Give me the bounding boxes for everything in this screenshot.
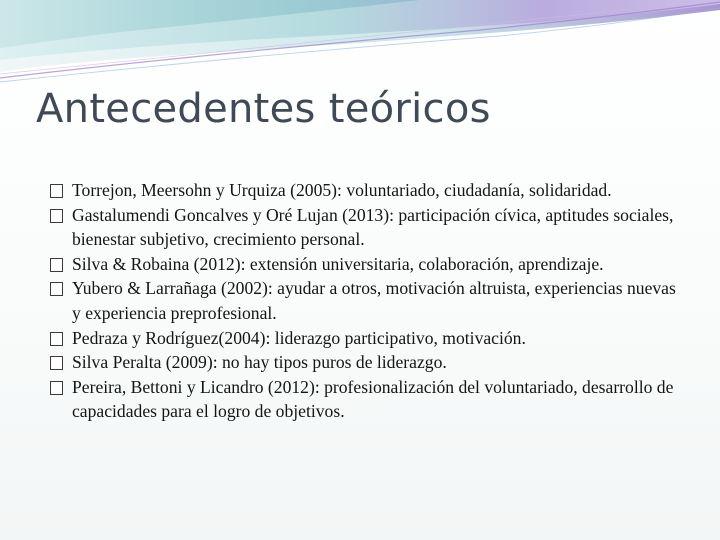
bullet-text: Pedraza y Rodríguez(2004): liderazgo participativo, motivación.	[72, 327, 526, 348]
bullet-box-icon	[50, 381, 63, 395]
list-item	[48, 326, 688, 351]
bullet-box-icon	[50, 282, 63, 296]
list-item	[48, 203, 688, 252]
bullet-box-icon	[50, 258, 63, 272]
list-item	[48, 350, 688, 375]
bullet-box-icon	[50, 332, 63, 346]
bullet-box-icon	[50, 209, 63, 223]
bullet-text: Gastalumendi Goncalves y Oré Lujan (2013): participación cívica, aptitudes sociales, bienestar subjetivo, crecimiento personal.	[72, 204, 674, 250]
list-item	[48, 375, 688, 424]
bullet-text: Yubero & Larrañaga (2002): ayudar a otros, motivación altruista, experiencias nuevas y experiencia preprofesional.	[72, 278, 676, 323]
bullet-text: Silva Peralta (2009): no hay tipos puros de liderazgo.	[72, 352, 447, 373]
slide-title: Antecedentes teóricos	[36, 86, 491, 132]
bullet-box-icon	[50, 356, 63, 370]
bullet-text: Pereira, Bettoni y Licandro (2012): profesionalización del voluntariado, desarrollo de capacidades para el logro de objetivos.	[72, 376, 674, 422]
list-item	[48, 276, 688, 325]
bullet-text: Torrejon, Meersohn y Urquiza (2005): voluntariado, ciudadanía, solidaridad.	[72, 180, 612, 200]
bullet-box-icon	[50, 184, 63, 198]
bullet-list	[48, 178, 688, 424]
header-wave-decoration	[0, 0, 720, 90]
list-item	[48, 252, 688, 277]
bullet-text: Silva & Robaina (2012): extensión universitaria, colaboración, aprendizaje.	[72, 253, 604, 274]
list-item	[48, 178, 688, 203]
